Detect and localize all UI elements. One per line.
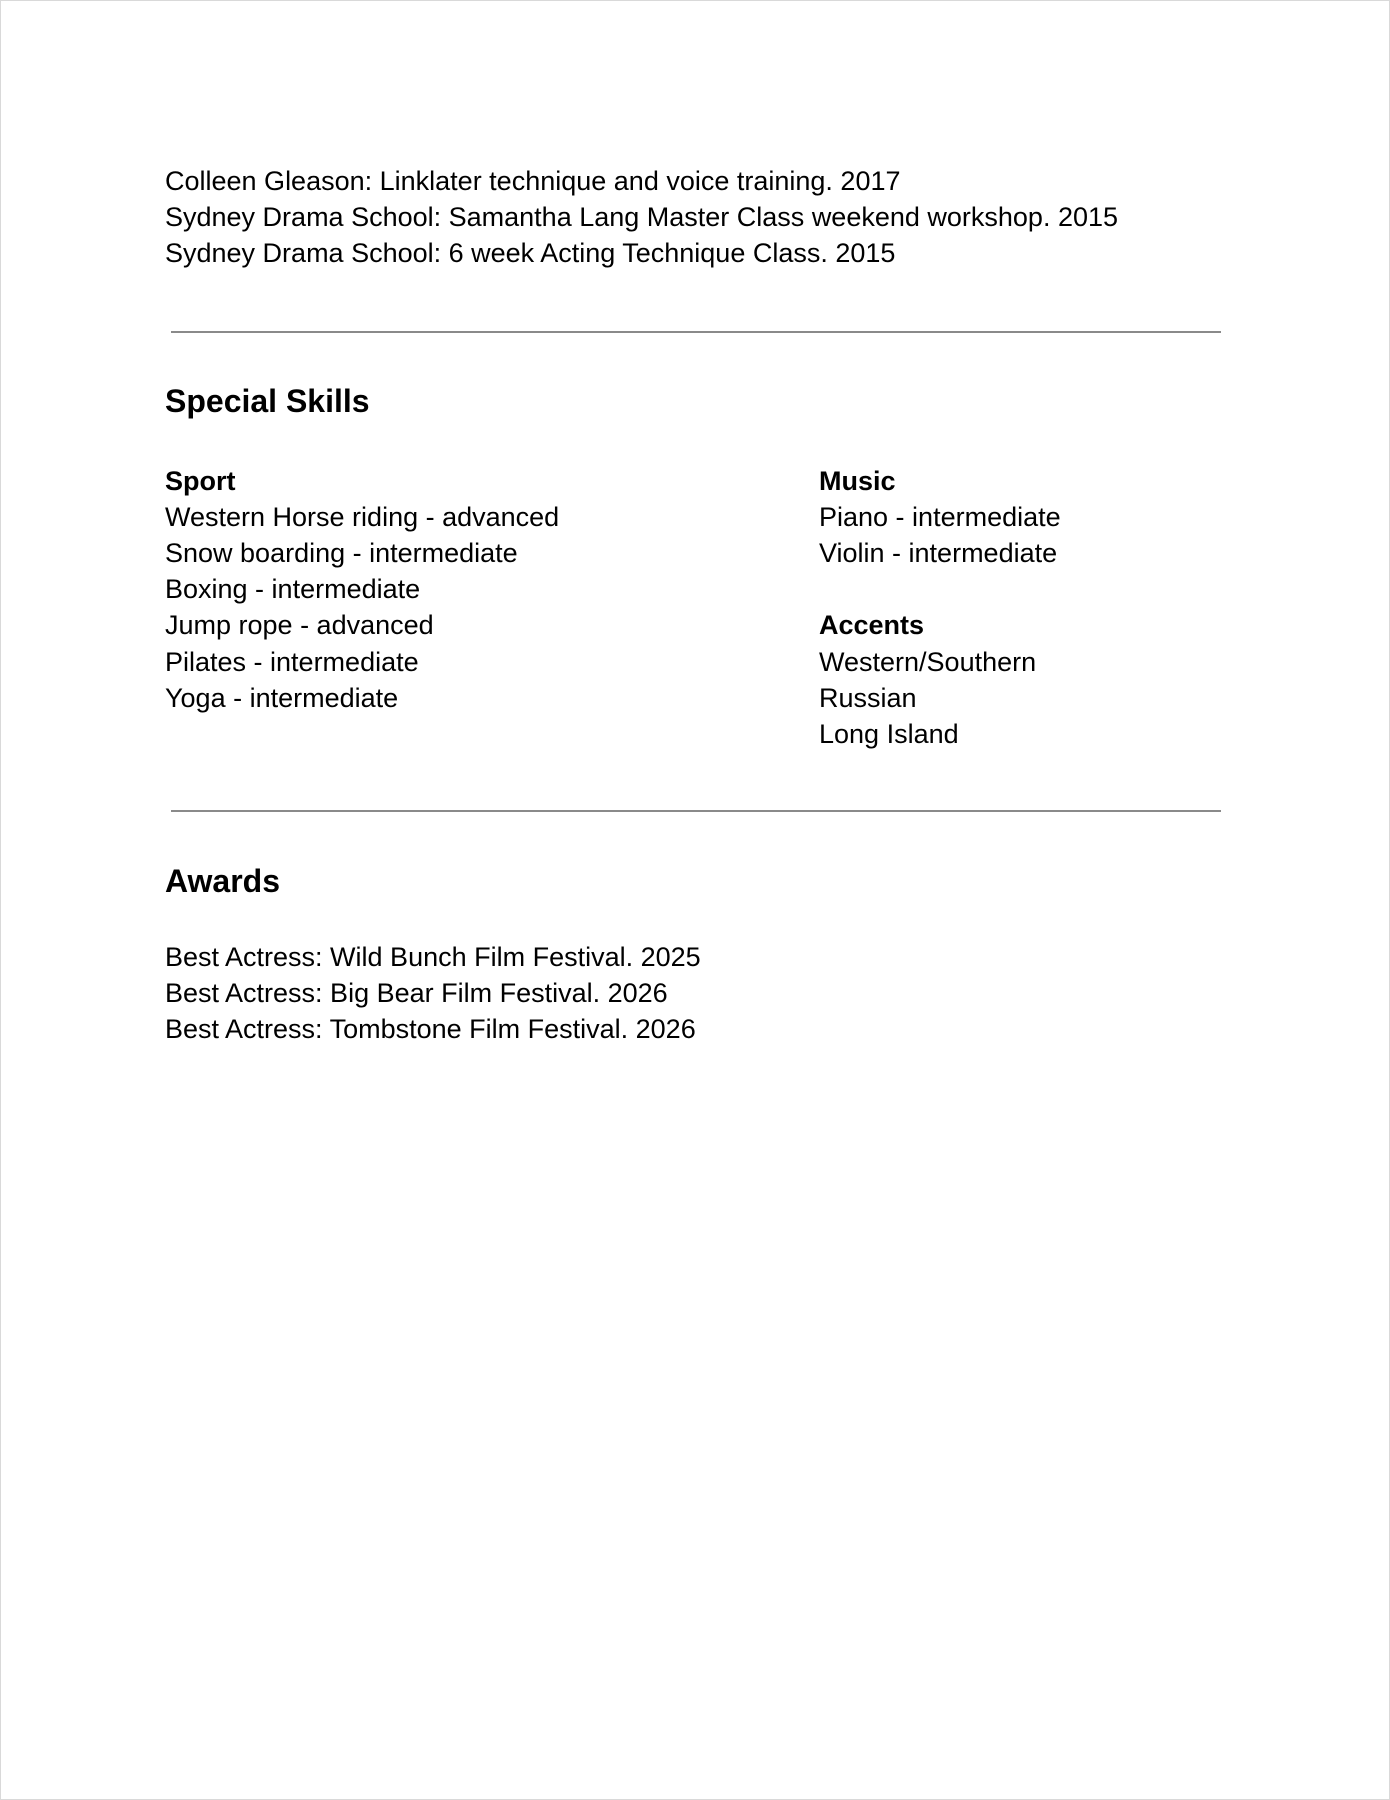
sport-item-4: Jump rope - advanced [165, 610, 434, 640]
accents-heading: Accents [819, 610, 925, 640]
special-skills-title: Special Skills [165, 383, 370, 419]
sport-item-2: Snow boarding - intermediate [165, 538, 518, 568]
section-divider-2 [171, 810, 1221, 812]
award-item-2: Best Actress: Big Bear Film Festival. 2026 [165, 978, 668, 1008]
awards-title: Awards [165, 863, 281, 899]
section-divider-1 [171, 331, 1221, 333]
accent-item-2: Russian [819, 683, 917, 713]
accent-item-1: Western/Southern [819, 647, 1037, 677]
music-heading: Music [819, 466, 896, 496]
music-item-2: Violin - intermediate [819, 538, 1058, 568]
music-item-1: Piano - intermediate [819, 502, 1061, 532]
award-item-3: Best Actress: Tombstone Film Festival. 2026 [165, 1014, 696, 1044]
sport-item-6: Yoga - intermediate [165, 683, 399, 713]
accent-item-3: Long Island [819, 719, 959, 749]
training-line-1: Colleen Gleason: Linklater technique and voice training. 2017 [165, 166, 901, 196]
sport-item-3: Boxing - intermediate [165, 574, 421, 604]
sport-item-1: Western Horse riding - advanced [165, 502, 560, 532]
training-line-3: Sydney Drama School: 6 week Acting Technique Class. 2015 [165, 238, 896, 268]
sport-heading: Sport [165, 466, 236, 496]
training-line-2: Sydney Drama School: Samantha Lang Master Class weekend workshop. 2015 [165, 202, 1119, 232]
sport-item-5: Pilates - intermediate [165, 647, 419, 677]
award-item-1: Best Actress: Wild Bunch Film Festival. 2025 [165, 942, 701, 972]
